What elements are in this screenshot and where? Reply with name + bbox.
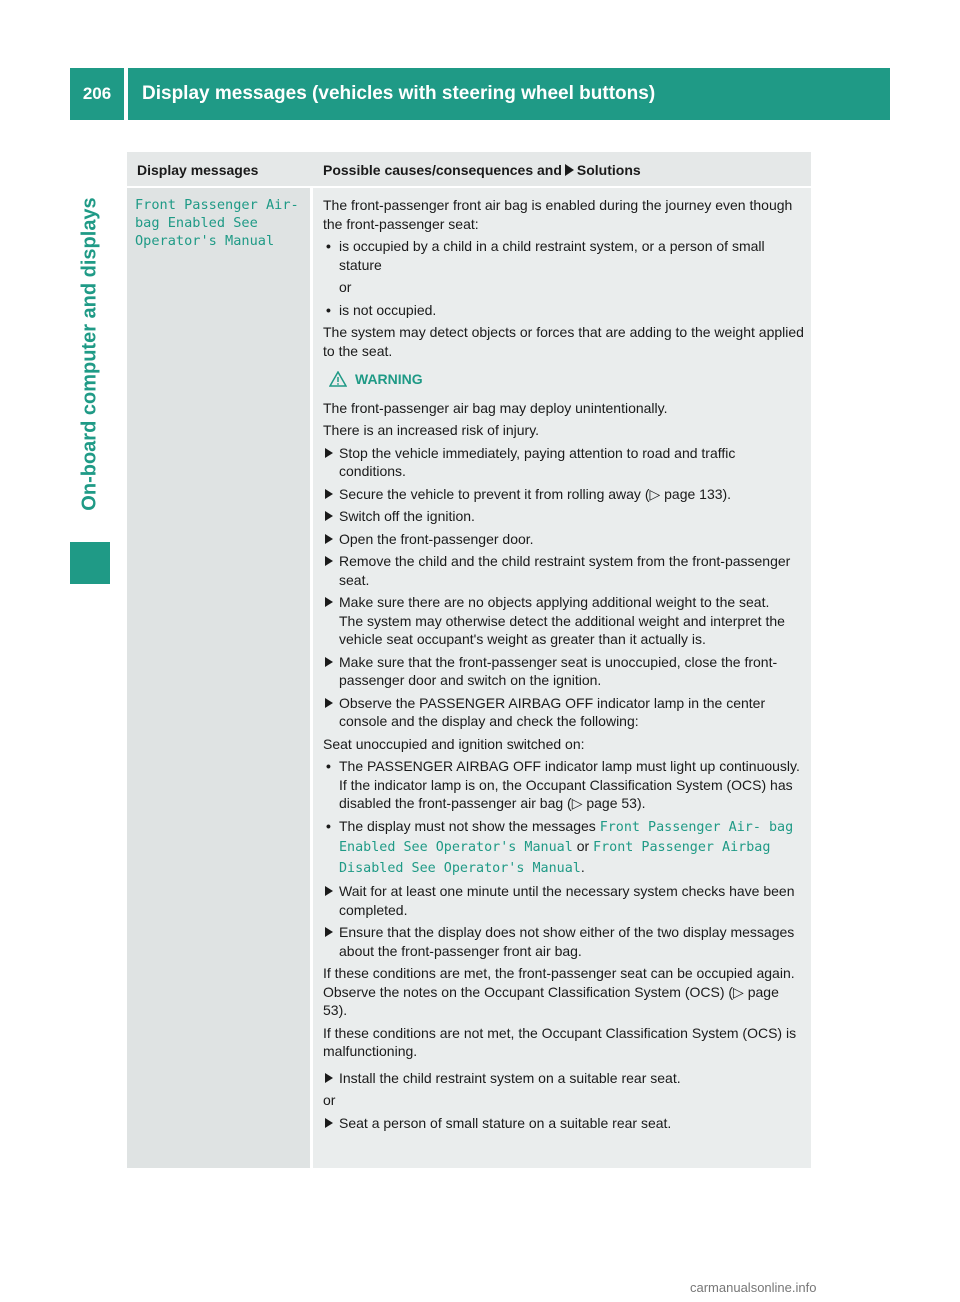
page-number: 206 [70,68,124,120]
step-item: Open the front-passenger door. [323,530,805,549]
bullet-item: • is not occupied. [323,301,805,320]
watermark: carmanualsonline.info [690,1280,817,1295]
bullet-item: • is occupied by a child in a child restraint system, or a person of small stature [323,237,805,274]
side-tab-marker [70,542,110,584]
table-header [127,152,811,186]
conditions-not-met-text: If these conditions are not met, the Occupant Classification System (OCS) is malfunctioning. [323,1024,797,1059]
message-cell [127,188,310,1168]
arrow-right-icon [565,164,574,176]
column-header-causes: Possible causes/consequences and Solutions [323,162,641,178]
or-text: or [339,279,352,295]
step-item: Ensure that the display does not show either of the two display messages about the front-passenger front air bag. [323,923,805,960]
warning-triangle-icon [329,371,347,387]
bullet-item: • The display must not show the messages Front Passenger Air‐ bag Enabled See Operator's Manual or Front Passenger Airbag Disabled See Operator's Manual. [323,817,805,879]
step-note: The system may otherwise detect the additional weight and interpret the vehicle seat occupant's weight as greater than it actually is. [339,612,785,647]
system-detect-text: The system may detect objects or forces that are adding to the weight applied to the seat. [323,324,804,359]
warning-heading: WARNING [323,370,805,389]
step-item: Secure the vehicle to prevent it from rolling away (▷ page 133). [323,485,805,504]
step-item: Stop the vehicle immediately, paying attention to road and traffic conditions. [323,444,805,481]
intro-text: The front-passenger front air bag is enabled during the journey even though the front-passenger seat: [323,197,793,232]
step-item: Observe the PASSENGER AIRBAG OFF indicator lamp in the center console and the display and check the following: [323,694,805,731]
seat-unoccupied-text: Seat unoccupied and ignition switched on: [323,735,585,752]
bullet-item: • The PASSENGER AIRBAG OFF indicator lamp must light up continuously. If the indicator lamp is on, the Occupant Classification System (OCS) has disabled the front-passenger air bag (▷ page 53). [323,757,805,813]
step-item: Make sure that the front-passenger seat is unoccupied, close the front-passenger door and switch on the ignition. [323,653,805,690]
conditions-met-text: If these conditions are met, the front-passenger seat can be occupied again. Observe the notes on the Occupant Classification System (OCS) (▷ page 53). [323,965,795,1018]
page-header-title: Display messages (vehicles with steering wheel buttons) [128,68,890,120]
side-tab-label: On-board computer and displays [78,197,101,511]
side-tab [70,124,110,584]
warning-text: The front-passenger air bag may deploy unintentionally. [323,399,668,416]
solution-cell [313,188,811,1168]
step-item: Install the child restraint system on a suitable rear seat. [323,1069,805,1088]
step-item: Switch off the ignition. [323,507,805,526]
step-item: Remove the child and the child restraint system from the front-passenger seat. [323,552,805,589]
column-header-messages: Display messages [137,162,259,178]
warning-text: There is an increased risk of injury. [323,422,540,438]
message-reference: Front Passenger Airbag Disabled See Operator's Manual [339,840,771,876]
display-message: Front Passenger Air‐ bag Enabled See Operator's Manual [135,197,299,249]
solution-content [323,196,805,1136]
display-messages-table [127,152,811,1168]
table-row [127,188,811,1168]
message-reference: Front Passenger Air‐ bag Enabled See Operator's Manual [339,819,794,855]
step-item: Seat a person of small stature on a suitable rear seat. [323,1114,805,1133]
or-text: or [323,1092,336,1108]
step-item: Wait for at least one minute until the necessary system checks have been completed. [323,882,805,919]
step-item: Make sure there are no objects applying additional weight to the seat. The system may otherwise detect the additional weight and interpret the vehicle seat occupant's weight as greater than it actually is. [323,593,805,649]
